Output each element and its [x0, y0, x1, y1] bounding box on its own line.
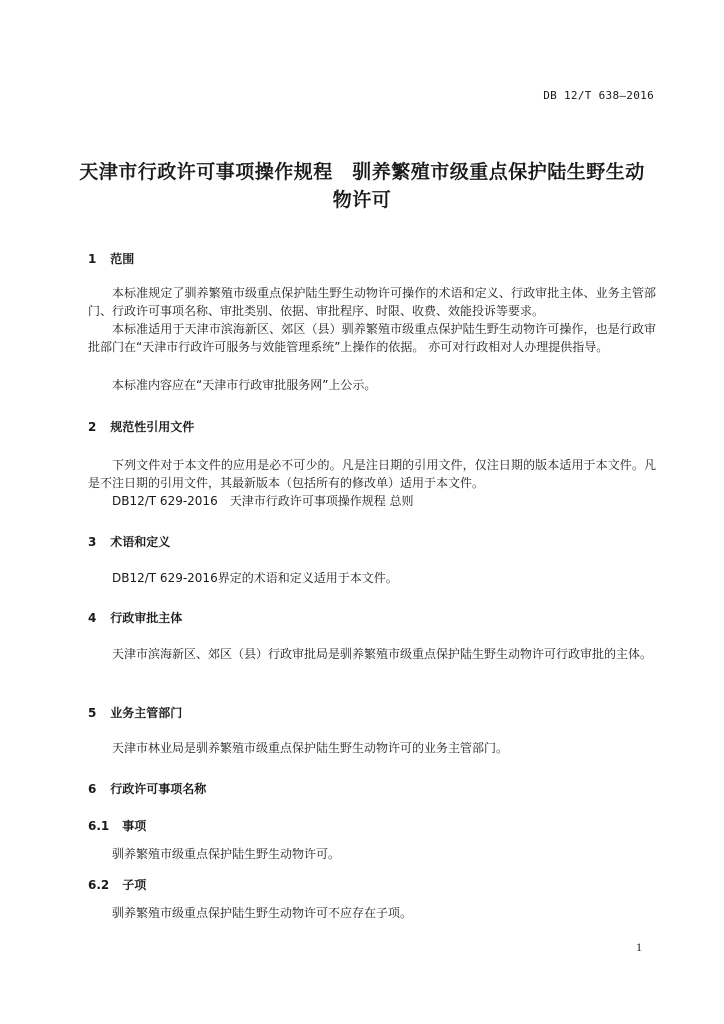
section-title: 范围	[110, 252, 135, 266]
section-number: 3	[88, 535, 97, 549]
subsection-title: 事项	[122, 819, 147, 833]
section-title: 业务主管部门	[110, 706, 183, 720]
section-title: 术语和定义	[110, 535, 171, 549]
page-number: 1	[636, 940, 642, 954]
section-3-paragraph-1: DB12/T 629-2016界定的术语和定义适用于本文件。	[112, 571, 398, 585]
section-2-heading	[88, 418, 194, 435]
section-6-2-paragraph: 驯养繁殖市级重点保护陆生野生动物许可不应存在子项。	[112, 906, 413, 920]
section-4-heading	[88, 609, 182, 626]
section-5-paragraph-1: 天津市林业局是驯养繁殖市级重点保护陆生野生动物许可的业务主管部门。	[112, 741, 509, 755]
subsection-title: 子项	[122, 878, 147, 892]
section-3-heading	[88, 533, 170, 550]
section-1-heading	[88, 250, 134, 267]
section-5-heading	[88, 704, 182, 721]
document-title	[60, 158, 664, 214]
section-2-reference: DB12/T 629-2016 天津市行政许可事项操作规程 总则	[112, 494, 414, 508]
section-1-paragraph-2: 本标准适用于天津市滨海新区、郊区（县）驯养繁殖市级重点保护陆生野生动物许可操作，也是行政审批部门在“天津市行政许可服务与效能管理系统”上操作的依据。 亦可对行政相对人办理提供指导。	[88, 322, 656, 354]
section-number: 5	[88, 706, 97, 720]
section-number: 1	[88, 252, 97, 266]
section-4-paragraph-1: 天津市滨海新区、郊区（县）行政审批局是驯养繁殖市级重点保护陆生野生动物许可行政审批的主体。	[112, 647, 653, 661]
document-code: DB 12/T 638—2016	[543, 89, 654, 102]
section-6-1-heading	[88, 817, 146, 834]
section-number: 6	[88, 782, 97, 796]
subsection-number: 6.1	[88, 819, 110, 833]
section-title: 规范性引用文件	[110, 420, 195, 434]
section-6-2-heading	[88, 876, 146, 893]
section-1-paragraph-3: 本标准内容应在“天津市行政审批服务网”上公示。	[112, 378, 377, 392]
title-line-1: 天津市行政许可事项操作规程 驯养繁殖市级重点保护陆生野生动	[79, 161, 645, 183]
section-number: 2	[88, 420, 97, 434]
section-title: 行政审批主体	[110, 611, 183, 625]
section-1-paragraph-1: 本标准规定了驯养繁殖市级重点保护陆生野生动物许可操作的术语和定义、行政审批主体、业务主管部门、行政许可事项名称、审批类别、依据、审批程序、时限、收费、效能投诉等要求。	[88, 286, 656, 318]
title-line-2: 物许可	[332, 189, 392, 211]
section-2-paragraph-1: 下列文件对于本文件的应用是必不可少的。凡是注日期的引用文件，仅注日期的版本适用于本文件。凡是不注日期的引用文件，其最新版本（包括所有的修改单）适用于本文件。	[88, 458, 656, 490]
subsection-number: 6.2	[88, 878, 110, 892]
section-title: 行政许可事项名称	[110, 782, 207, 796]
section-6-heading	[88, 780, 206, 797]
section-6-1-paragraph: 驯养繁殖市级重点保护陆生野生动物许可。	[112, 847, 341, 861]
section-number: 4	[88, 611, 97, 625]
